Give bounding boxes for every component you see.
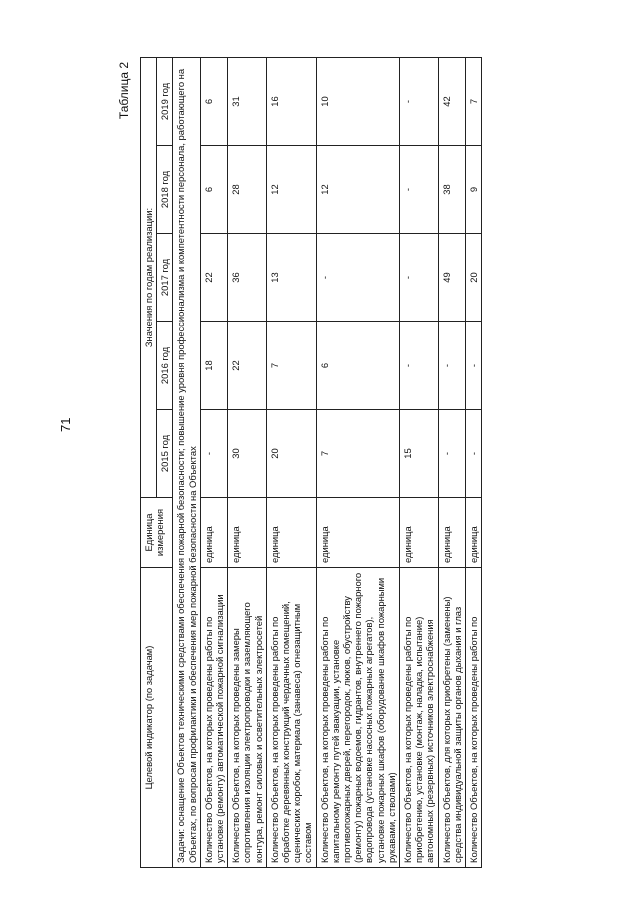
header-values-by-year: Значения по годам реализации: (141, 58, 157, 498)
value-cell: 30 (228, 410, 267, 498)
value-cell: 22 (228, 322, 267, 410)
value-cell: - (438, 322, 465, 410)
unit-cell: единица (438, 498, 465, 568)
table-row (466, 58, 482, 868)
year-header: 2017 год (157, 234, 173, 322)
value-cell: - (400, 58, 439, 146)
task-text: Задачи: оснащение Объектов техническими средствами обеспечения пожарной безопасности; повышение уровня профессионализма и компетентности персонала, работающего на Объектах, по вопросам профилактики и обеспечения мер пожарной безопасности на Объектах (173, 58, 200, 868)
unit-cell: единица (200, 498, 227, 568)
indicator-cell: Количество Объектов, на которых проведены работы по установке (ремонту) автоматической пожарной сигнализации (200, 568, 227, 868)
table-row (316, 58, 399, 868)
value-cell: 16 (266, 58, 316, 146)
value-cell: 36 (228, 234, 267, 322)
value-cell: - (400, 146, 439, 234)
indicator-cell: Количество Объектов, на которых проведены работы по (466, 568, 482, 868)
indicator-cell: Количество Объектов, на которых проведены работы по приобретению, установке (монтаж, наладка, испытание) автономных (резервных) источников электроснабжения (400, 568, 439, 868)
value-cell: 7 (466, 58, 482, 146)
value-cell: 6 (200, 58, 227, 146)
value-cell: 9 (466, 146, 482, 234)
indicator-cell: Количество Объектов, на которых проведены замеры сопротивления изоляции электропроводки и заземляющего контура, ремонт силовых и осветительных электросетей (228, 568, 267, 868)
header-unit: Единица измерения (141, 498, 173, 568)
table-row (228, 58, 267, 868)
unit-cell: единица (466, 498, 482, 568)
table-row (438, 58, 465, 868)
value-cell: - (438, 410, 465, 498)
table-body (200, 58, 481, 868)
table-row (200, 58, 227, 868)
unit-cell: единица (266, 498, 316, 568)
value-cell: - (466, 322, 482, 410)
task-row (173, 58, 200, 868)
year-header: 2019 год (157, 58, 173, 146)
value-cell: 6 (200, 146, 227, 234)
header-row (141, 58, 157, 868)
table-row (266, 58, 316, 868)
value-cell: 20 (466, 234, 482, 322)
table-row (400, 58, 439, 868)
value-cell: 31 (228, 58, 267, 146)
value-cell: 10 (316, 58, 399, 146)
value-cell: 7 (266, 322, 316, 410)
value-cell: 38 (438, 146, 465, 234)
indicator-cell: Количество Объектов, на которых проведены работы по капитальному ремонту путей эвакуации, установке противопожарных дверей, перегородок, люков, обустройству (ремонту) пожарных водоемов, гидрантов, внутреннего пожарного водопровода (установке насосных пожарных агрегатов), установке пожарных шкафов (оборудование шкафов пожарными рукавами, стволами) (316, 568, 399, 868)
value-cell: 6 (316, 322, 399, 410)
indicator-cell: Количество Объектов, на которых проведены работы по обработке деревянных конструкций чердачных помещений, сценических коробок, материала (занавеса) огнезащитным составом (266, 568, 316, 868)
unit-cell: единица (316, 498, 399, 568)
value-cell: 49 (438, 234, 465, 322)
indicators-table (140, 57, 482, 868)
table-caption: Таблица 2 (117, 62, 131, 120)
value-cell: 42 (438, 58, 465, 146)
value-cell: 22 (200, 234, 227, 322)
value-cell: 7 (316, 410, 399, 498)
page-number: 71 (58, 417, 73, 432)
year-header: 2015 год (157, 410, 173, 498)
rotated-page-content (108, 58, 628, 868)
value-cell: 15 (400, 410, 439, 498)
value-cell: 12 (316, 146, 399, 234)
value-cell: 18 (200, 322, 227, 410)
value-cell: - (400, 234, 439, 322)
year-header: 2018 год (157, 146, 173, 234)
value-cell: - (316, 234, 399, 322)
value-cell: - (466, 410, 482, 498)
unit-cell: единица (400, 498, 439, 568)
value-cell: - (200, 410, 227, 498)
value-cell: 20 (266, 410, 316, 498)
value-cell: 12 (266, 146, 316, 234)
unit-cell: единица (228, 498, 267, 568)
value-cell: - (400, 322, 439, 410)
header-indicator: Целевой индикатор (по задачам) (141, 568, 173, 868)
value-cell: 28 (228, 146, 267, 234)
year-header: 2016 год (157, 322, 173, 410)
indicator-cell: Количество Объектов, для которых приобретены (заменены) средства индивидуальной защиты органов дыхания и глаз (438, 568, 465, 868)
value-cell: 13 (266, 234, 316, 322)
